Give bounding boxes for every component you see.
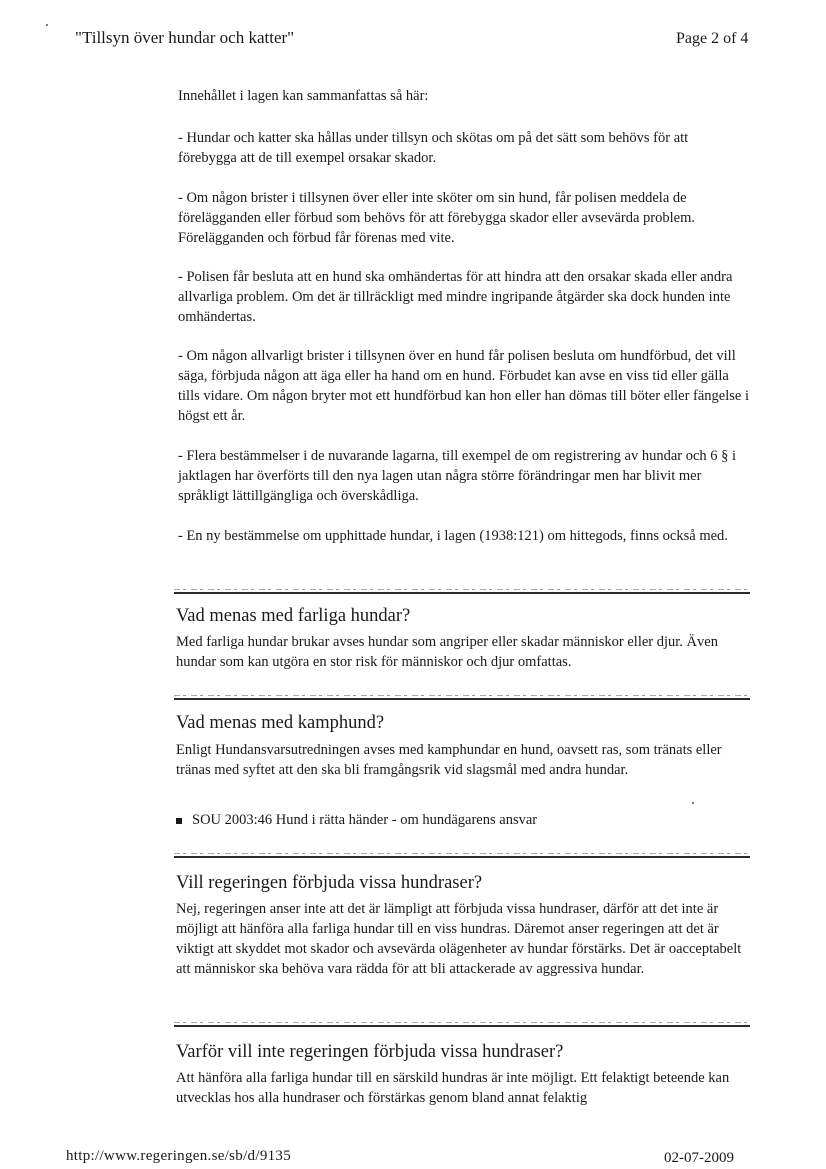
section-divider: [174, 698, 750, 700]
law-summary-item: - Flera bestämmelser i de nuvarande lagarna, till exempel de om registrering av hundar och 6 § i jaktlagen har överförts till den nya lagen utan några större förändringar men har blivit mer språkligt lättillgängliga och överskådliga.: [178, 448, 737, 504]
bullet-icon: [176, 818, 182, 824]
section-heading: Varför vill inte regeringen förbjuda vissa hundraser?: [176, 1042, 564, 1062]
reference-bullet: [176, 810, 537, 830]
section-heading: Vad menas med farliga hundar?: [176, 606, 411, 626]
page-number: Page 2 of 4: [676, 30, 749, 47]
law-summary-item: - Om någon brister i tillsynen över eller inte sköter om sin hund, får polisen meddela de förelägganden eller förbud som behövs för att förebygga skador eller avsevärda problem. Förelägganden och förbud får förenas med vite.: [178, 190, 695, 246]
page-header-title: "Tillsyn över hundar och katter": [75, 28, 295, 47]
section-divider: [174, 1025, 750, 1027]
reference-link[interactable]: SOU 2003:46 Hund i rätta händer - om hundägarens ansvar: [192, 812, 538, 828]
section-heading: Vad menas med kamphund?: [176, 713, 385, 733]
section-divider: [174, 856, 750, 858]
section-body: Att hänföra alla farliga hundar till en särskild hundras är inte möjligt. Ett felaktigt beteende kan utvecklas hos alla hundraser och förstärkas genom bland annat felaktig: [176, 1070, 730, 1106]
law-summary-item: - Polisen får besluta att en hund ska omhändertas för att hindra att den orsakar skada eller andra allvarliga problem. Om det är tillräckligt med mindre ingripande åtgärder ska dock hunden inte omhändertas.: [178, 269, 733, 325]
scan-speck: [692, 802, 694, 804]
law-summary-item: - Om någon allvarligt brister i tillsynen över en hund får polisen besluta om hundförbud, det vill säga, förbjuda någon att äga eller ha hand om en hund. Förbudet kan avse en viss tid eller gälla tills vidare. Om någon bryter mot ett hundförbud kan hon eller han dömas till böter eller fängelse i högst ett år.: [178, 348, 749, 424]
law-summary-item: - Hundar och katter ska hållas under tillsyn och skötas om på det sätt som behövs för att förebygga att de till exempel orsakar skador.: [178, 130, 689, 166]
law-summary-item: - En ny bestämmelse om upphittade hundar, i lagen (1938:121) om hittegods, finns också med.: [178, 528, 728, 544]
section-heading: Vill regeringen förbjuda vissa hundraser?: [176, 873, 483, 893]
section-body: Med farliga hundar brukar avses hundar som angriper eller skadar människor eller djur. Även hundar som kan utgöra en stor risk för människor och djur omfattas.: [176, 634, 718, 670]
section-body: Enligt Hundansvarsutredningen avses med kamphundar en hund, oavsett ras, som tränats eller tränas med syftet att den ska bli framgångsrik vid slagsmål med andra hundar.: [176, 742, 722, 778]
footer-url[interactable]: http://www.regeringen.se/sb/d/9135: [66, 1148, 292, 1164]
section-divider: [174, 592, 750, 594]
section-body: Nej, regeringen anser inte att det är lämpligt att förbjuda vissa hundraser, därför att det inte är möjligt att hänföra alla farliga hundar till en viss hundras. Däremot anser regeringen att det är viktigt att skyddet mot skador och avsevärda olägenheter av hundar förstärks. Det är oacceptabelt att människor ska behöva vara rädda för att bli attackerade av aggressiva hundar.: [176, 901, 742, 977]
scan-speck: [46, 24, 48, 26]
footer-date: 02-07-2009: [664, 1150, 734, 1166]
intro-text: Innehållet i lagen kan sammanfattas så här:: [178, 88, 429, 104]
